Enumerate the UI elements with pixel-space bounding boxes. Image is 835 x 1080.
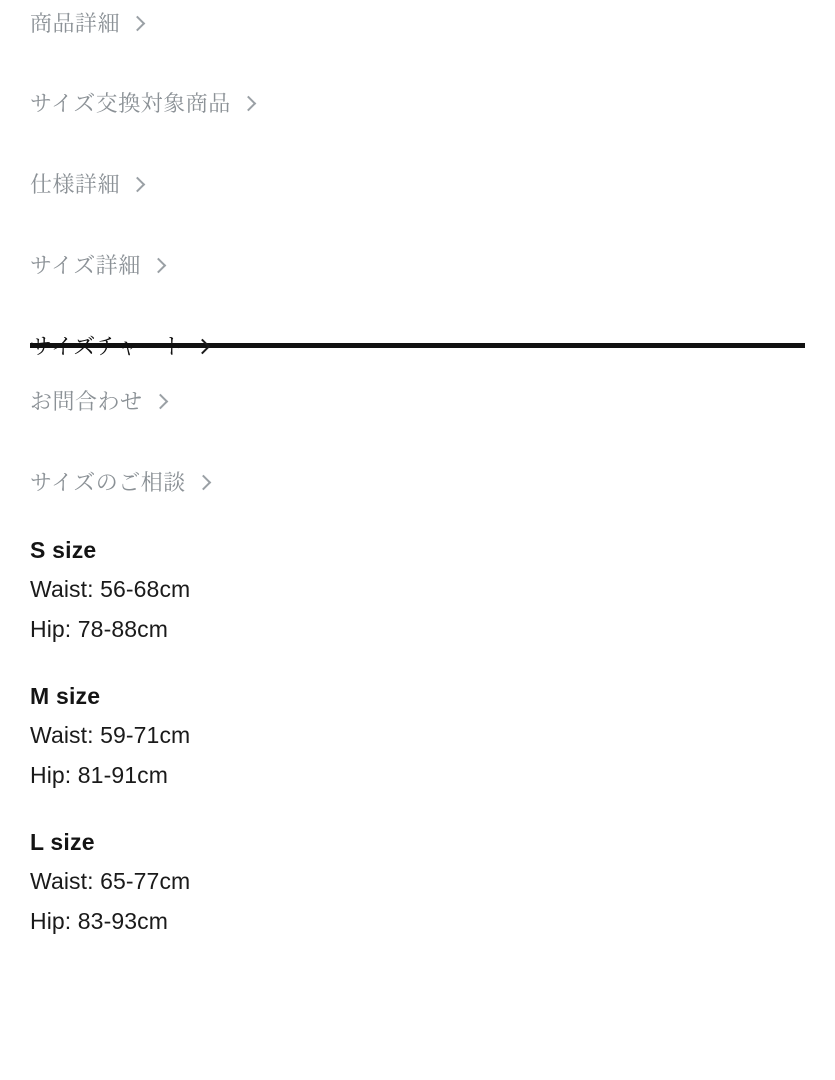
size-block-title: M size (30, 683, 101, 710)
accordion-item-size-details[interactable] (30, 246, 805, 286)
size-block-waist: Waist: 56-68cm (30, 575, 191, 602)
accordion-item-label: 仕様詳細 (30, 172, 121, 197)
accordion-item-label: 商品詳細 (30, 11, 121, 36)
size-block-hip: Hip: 83-93cm (30, 908, 168, 935)
accordion-item-label: サイズ交換対象商品 (30, 91, 231, 116)
size-block-l (30, 825, 805, 941)
accordion-item-contact[interactable] (30, 382, 805, 422)
size-block-title: L size (30, 829, 95, 856)
size-block-waist: Waist: 65-77cm (30, 867, 191, 894)
accordion-item-label: サイズのご相談 (30, 470, 186, 495)
chevron-right-icon (195, 474, 211, 490)
chevron-right-icon (150, 257, 166, 273)
size-block-waist: Waist: 59-71cm (30, 721, 191, 748)
size-block-title: S size (30, 537, 97, 563)
accordion-item-label: サイズ詳細 (30, 253, 141, 278)
chevron-right-icon (130, 176, 146, 192)
accordion-item-size-exchange[interactable] (30, 84, 805, 124)
chevron-right-icon (240, 95, 256, 111)
accordion-nav (30, 0, 805, 503)
size-block-s (30, 533, 805, 649)
chevron-right-icon (194, 338, 210, 354)
size-block-hip: Hip: 78-88cm (30, 615, 168, 642)
size-block-m (30, 679, 805, 795)
accordion-item-product-details[interactable] (30, 4, 805, 44)
accordion-item-label: サイズチャート (30, 334, 185, 359)
accordion-item-size-consultation[interactable] (30, 463, 805, 503)
chevron-right-icon (130, 15, 146, 31)
size-block-hip: Hip: 81-91cm (30, 762, 168, 789)
accordion-item-label: お問合わせ (30, 389, 143, 414)
size-chart-content (30, 533, 805, 941)
chevron-right-icon (152, 393, 168, 409)
accordion-item-spec-details[interactable] (30, 165, 805, 205)
